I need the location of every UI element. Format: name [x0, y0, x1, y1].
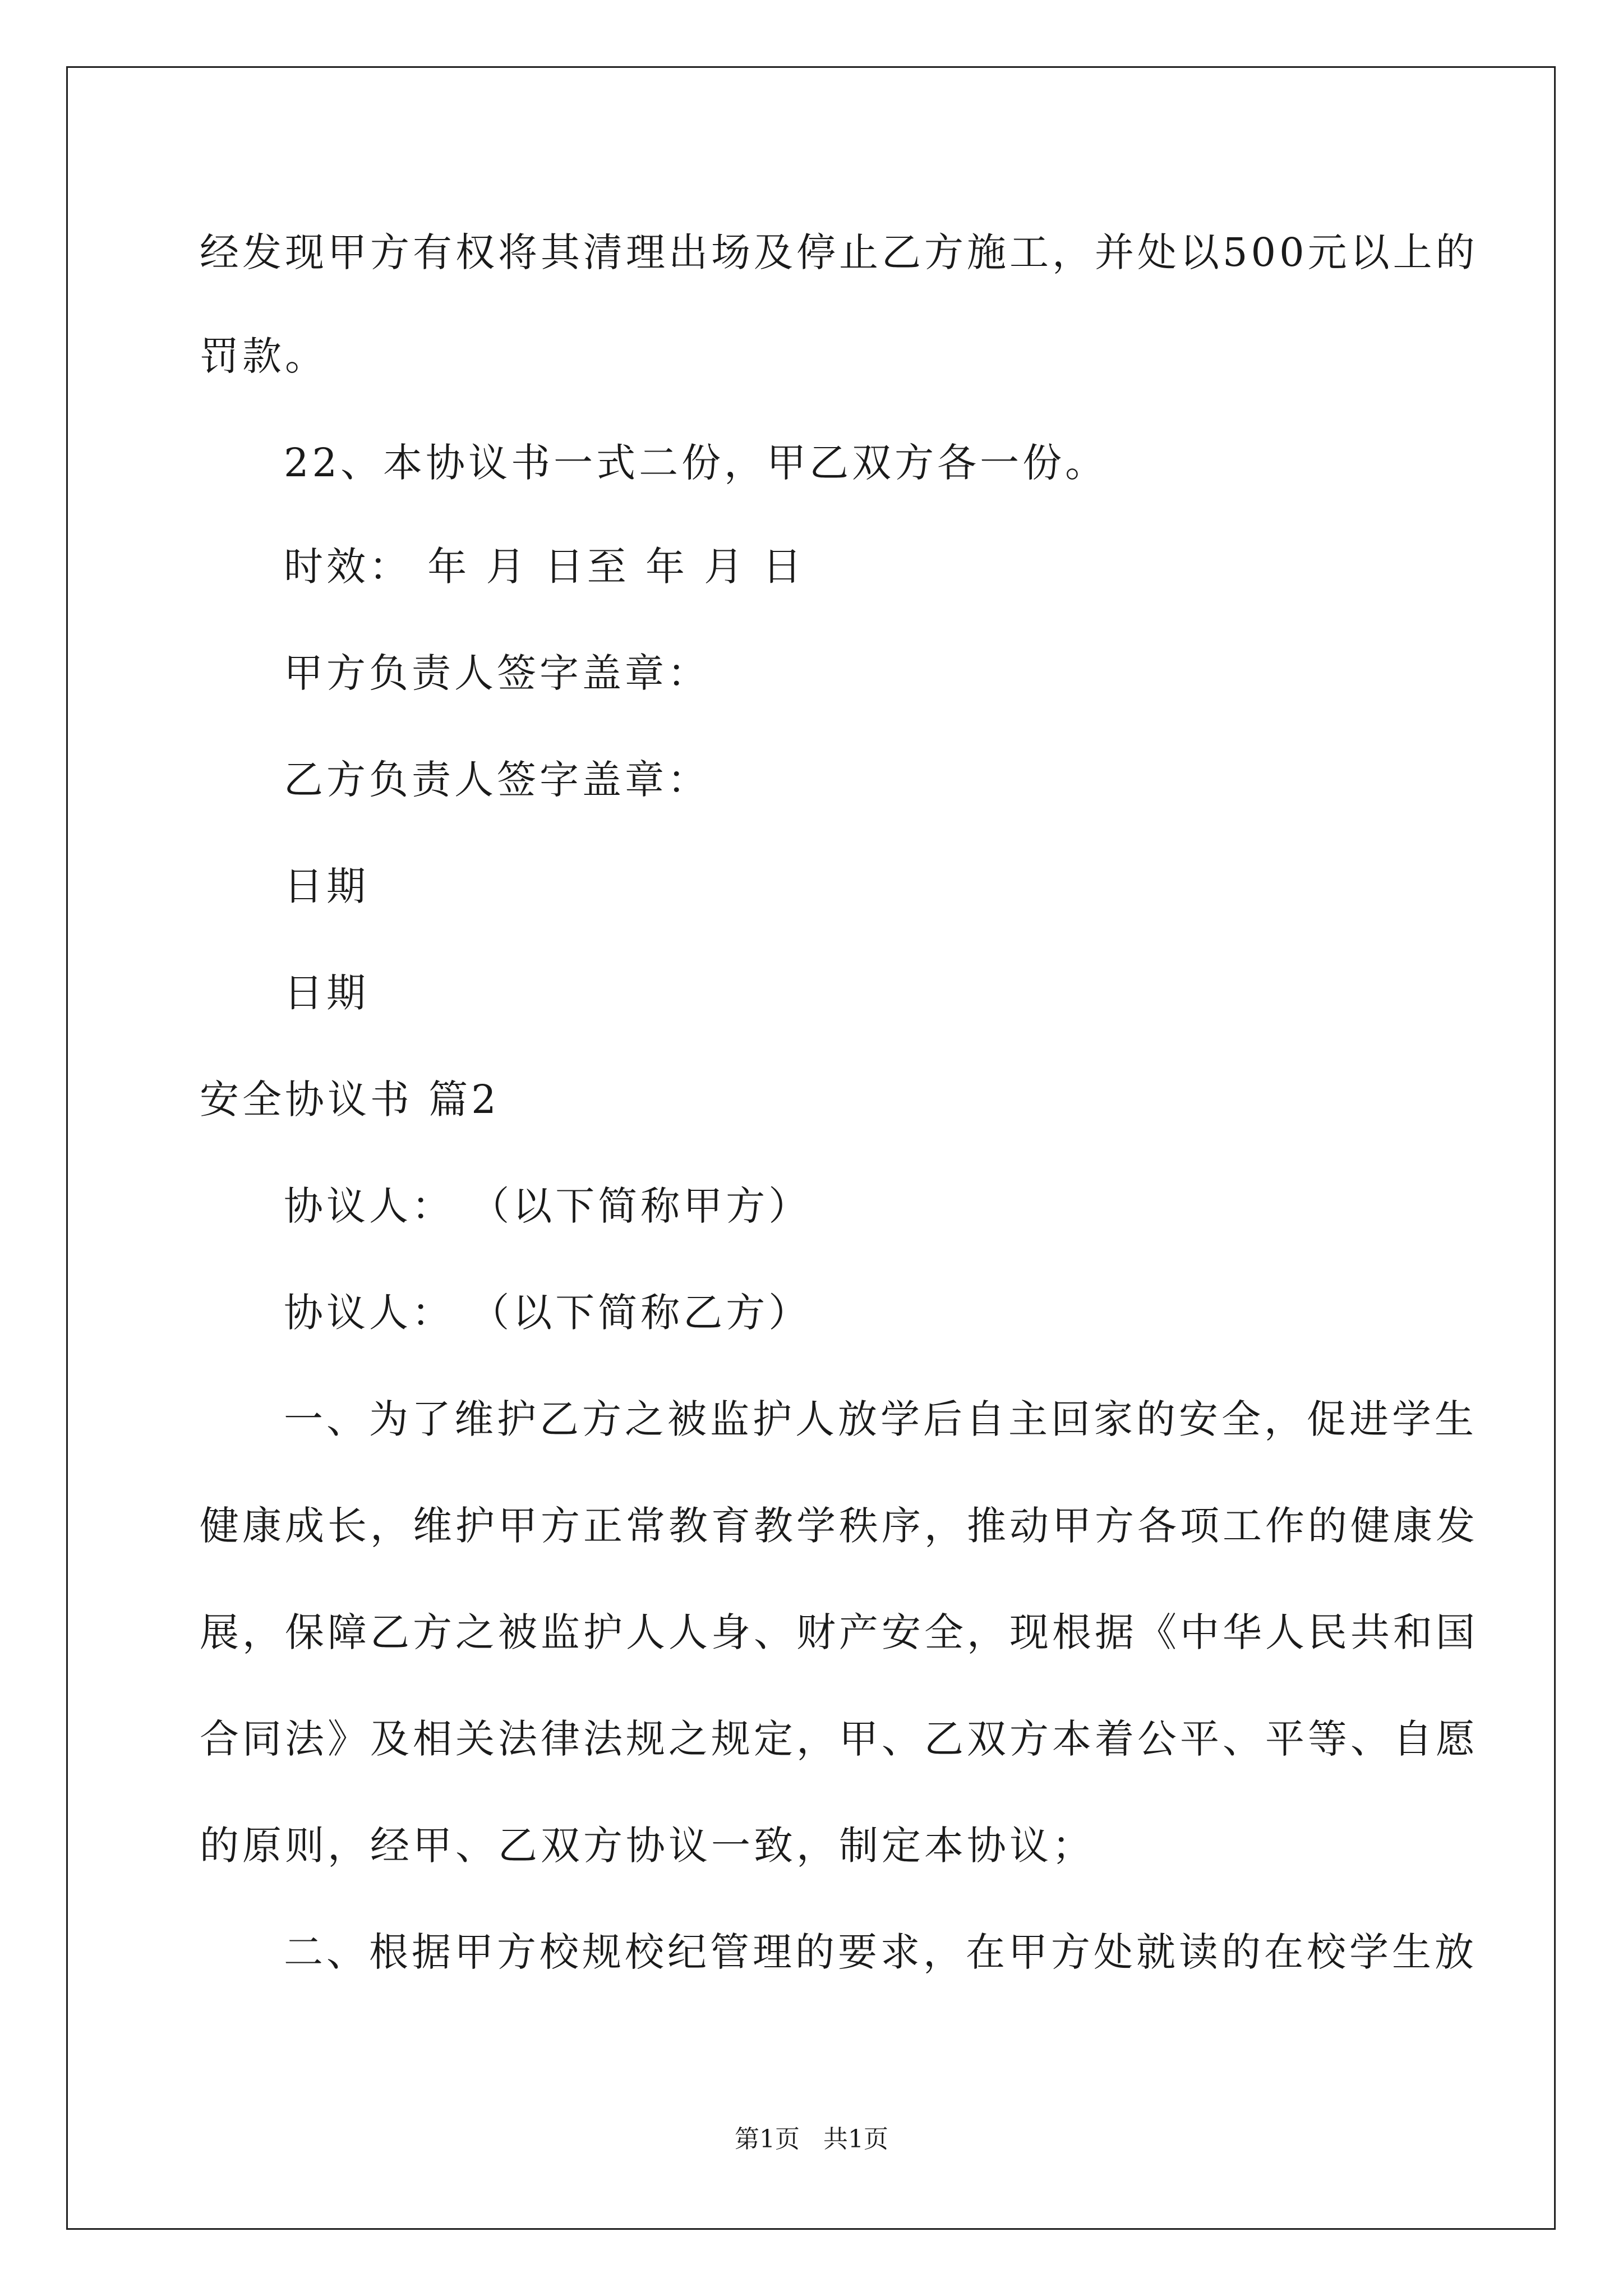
clause-1-line-2: 健康成长，维护甲方正常教育教学秩序，推动甲方各项工作的健康发: [200, 1503, 1478, 1549]
body-line-2: 罚款。: [200, 333, 328, 379]
clause-1-line-4: 合同法》及相关法律法规之规定，甲、乙双方本着公平、平等、自愿: [200, 1716, 1478, 1762]
body-line-1: 经发现甲方有权将其清理出场及停止乙方施工，并处以500元以上的: [200, 229, 1478, 275]
clause-1-line-1: 一、为了维护乙方之被监护人放学后自主回家的安全，促进学生: [284, 1396, 1477, 1442]
clause-22: 22、本协议书一式二份，甲乙双方各一份。: [284, 440, 1108, 486]
party-a-signature: 甲方负责人签字盖章：: [284, 650, 710, 696]
clause-1-line-3: 展，保障乙方之被监护人人身、财产安全，现根据《中华人民共和国: [200, 1609, 1478, 1655]
page-footer: 第1页 共1页: [735, 2125, 888, 2154]
date-line-1: 日期: [284, 863, 369, 909]
date-line-2: 日期: [284, 970, 369, 1016]
page-border: [66, 66, 1556, 2230]
clause-2-line-1: 二、根据甲方校规校纪管理的要求，在甲方处就读的在校学生放: [284, 1929, 1477, 1975]
party-b-line: 协议人： （以下简称乙方）: [284, 1290, 811, 1336]
clause-1-line-5: 的原则，经甲、乙双方协议一致，制定本协议；: [200, 1823, 1095, 1869]
party-b-signature: 乙方负责人签字盖章：: [284, 757, 710, 803]
section-heading: 安全协议书 篇2: [200, 1076, 500, 1122]
validity-period: 时效： 年 月 日至 年 月 日: [284, 544, 805, 590]
party-a-line: 协议人： （以下简称甲方）: [284, 1183, 811, 1229]
